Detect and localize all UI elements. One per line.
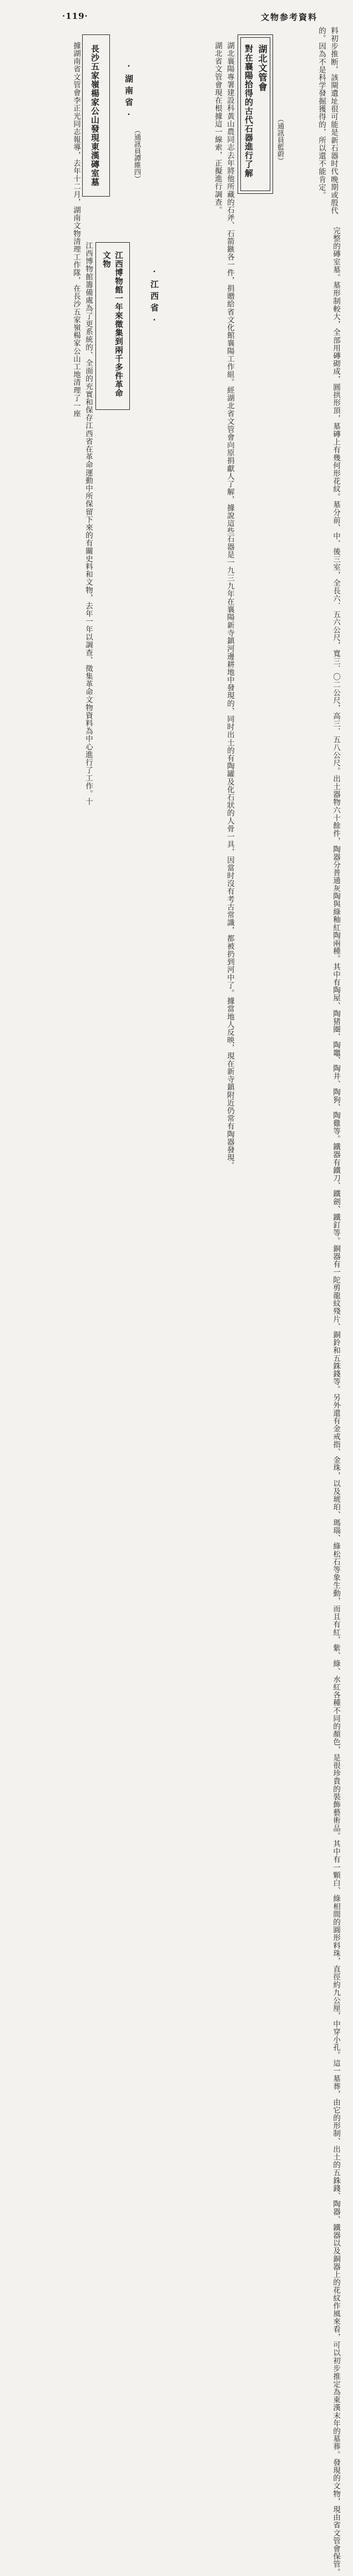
byline-lanwei: （通訊員藍蔚） [276,116,285,164]
province-hunan: ·湖南省· [124,61,134,123]
jiangxi-title-line-2: 文物 [102,251,111,268]
hubei-title-line-2: 對在襄陽拾得的古代石器進行了解 [244,44,254,178]
journal-title: 文物参考資料 [261,12,318,22]
jiangxi-title-line-1: 江西博物館一年來徵集到兩千多件革命 [114,251,123,398]
byline-tanweisi: （通訊員譚維四） [133,127,142,182]
hubei-paragraph-2: 湖北省文管會現在根據這一線索，正擬進行調查。 [213,42,222,214]
changsha-article-body [44,27,82,418]
hubei-title-line-1: 湖北文管會 [257,44,268,92]
page-number: ·119· [62,11,88,21]
continued-text [290,27,340,215]
continued-line-2: 的。因為不是科学發掘獲得的，所以還不能肯定。 [317,27,326,199]
changsha-title: 長沙五家嶺楊家公山發現東漢磚室墓 [90,44,100,187]
changsha-paragraph: 據湖南省文管會李正光同志報導，去年十二月，湖南文物清理工作隊，在長沙五家嶺楊家公山工地清理了一座 [72,42,80,418]
jiangxi-paragraph: 江西博物館籌備處為了更系統的、全面的充實和保存江西省在革命運動中所保留下來的有關史料和文物，去年一年以調查、徵集革命文物資料為中心進行了工作。十 [84,242,93,806]
changsha-paragraph-continued: 完整的磚室墓。墓形制較大，全部用磚砌成，圓拱形頂，墓磚上有幾何形花紋。墓分前、中、後三室，全長六．五六公尺，寬三．〇二公尺，高三．五八公尺。出土器物六十餘件，陶器分普通灰陶與綠釉紅陶兩種。其中有陶屋、陶猪圈、陶竈、陶井、陶狗、陶雞等。鐵器有鐵刀、鐵劍、鐵釘等。銅器有一陀剪龍紋殘片、銅鈴和五銖錢等。另外還有金戒指、金珠，以及琥珀、瑪瑙、綠松石等象生動，而且有紅、紫、綠、水紅各種不同的顏色，是很珍貴的裝飾藝術品。其中有一顆白、綠相間的圓形料珠，直徑約九公厘，中穿小孔。這一墓葬，由它的形制、出土的五銖錢、陶器、鐵器以及銅器上的花紋作風來看，可以初步推定為東漢末年的墓葬。發現的文物，現由省文管會保管。 [331,227,340,2576]
jiangxi-article-body [44,227,94,806]
province-jiangxi: ·江西省· [149,267,159,328]
continued-line-1: 料初步推断，該閘遺址很可能是新石器时代晚期或殷代 [329,27,338,215]
hubei-paragraph-1: 湖北襄陽專署建設科黃山農同志去年將他所藏的石斧、石箭鏃各一件，捐贈給省文化館襄陽工作組。經湖北省文管會向原捐獻人了解，據說這些石器是一九三九年在襄陽新寺鎮河邊耕地中發現的，同时出土的有陶罐及化石狀的人骨一具，因當时沒有考古常識，都被扔到河中了。據當地人反映，現在新寺鎮附近仍常有陶器發現。 [225,42,234,1170]
